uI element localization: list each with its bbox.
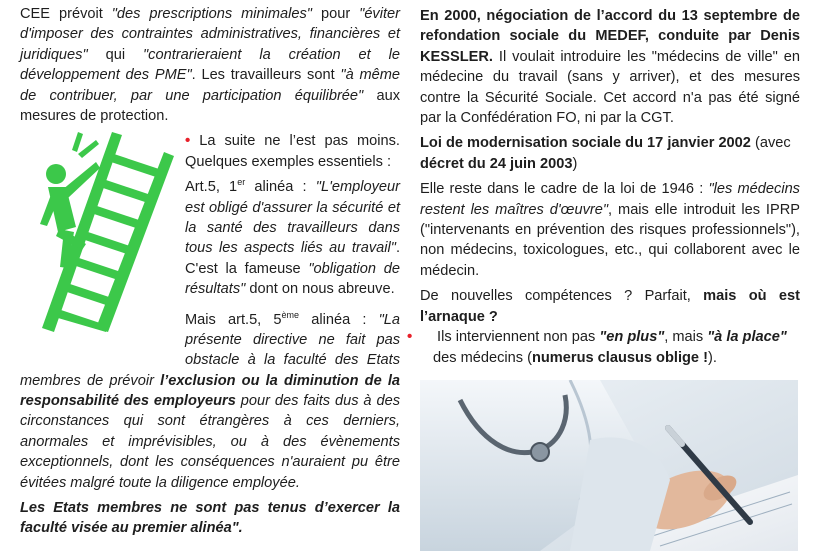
bullet-icon: • bbox=[407, 328, 413, 346]
final-paragraph: Les Etats membres ne sont pas tenus d’exercer la faculté visée au premier alinéa". bbox=[20, 500, 400, 537]
question-paragraph: De nouvelles compétences ? Parfait, mais où est l’arnaque ? bbox=[420, 288, 800, 325]
article-5-1-paragraph: Art.5, 1er alinéa : "L'employeur est obligé d'assurer la sécurité et la santé des travailleurs dans tous les aspects liés au travail". C'est la fameuse "obligation de résultats" dont on nous abreuve. bbox=[185, 177, 401, 298]
intro-paragraph: CEE prévoit "des prescriptions minimales" pour "éviter d'imposer des contraintes administratives, financières et juridiques" qui "contrarieraient la création et le développement des PME". Les travailleurs sont "à même de contribuer, par une participation équilibrée" aux mesures de protection. bbox=[20, 6, 401, 125]
law-2002-paragraph: Loi de modernisation sociale du 17 janvier 2002 (avec décret du 24 juin 2003) bbox=[420, 135, 791, 172]
ladder-climber-illustration bbox=[34, 132, 179, 332]
doctor-writing-photo bbox=[420, 380, 798, 551]
bullet-icon: • bbox=[185, 132, 191, 150]
figure-head bbox=[46, 164, 66, 184]
history-2000-paragraph: En 2000, négociation de l’accord du 13 septembre de refondation sociale du MEDEF, conduite par Denis KESSLER. Il voulait introduire les "médecins de ville" en médecine du travail (sans y arriver), et des mesures contre la Sécurité Sociale. Cet accord n'a pas été signé par la Confédération FO, ni par la CGT. bbox=[420, 8, 800, 127]
law-1946-paragraph: Elle reste dans le cadre de la loi de 1946 : "les médecins restent les maîtres d'œuvre", mais elle introduit les IPRP ("intervenants en prévention des risques professionnels"), non médecins, toxicologues, etc., qui collaborent avec le médecin. bbox=[420, 181, 800, 279]
bullet-instead-paragraph: • Ils interviennent non pas "en plus", mais "à la place" des médecins (numerus clausus oblige !). bbox=[407, 328, 787, 366]
article-5-5-paragraph: Mais art.5, 5ème alinéa : "La présente directive ne fait pas obstacle à la faculté des Etats membres de prévoir l’exclusion ou la diminution de la responsabilité des employeurs pour des faits dus à des circonstances qui sont étrangères à ces derniers, anormales et imprévisibles, ou à des évènements exceptionnels, dont les conséquences n'auraient pu être évitées malgré toute la diligence employée. bbox=[20, 305, 400, 494]
bullet-paragraph: • La suite ne l’est pas moins. Quelques exemples essentiels : bbox=[185, 132, 400, 170]
right-column bbox=[407, 6, 800, 368]
